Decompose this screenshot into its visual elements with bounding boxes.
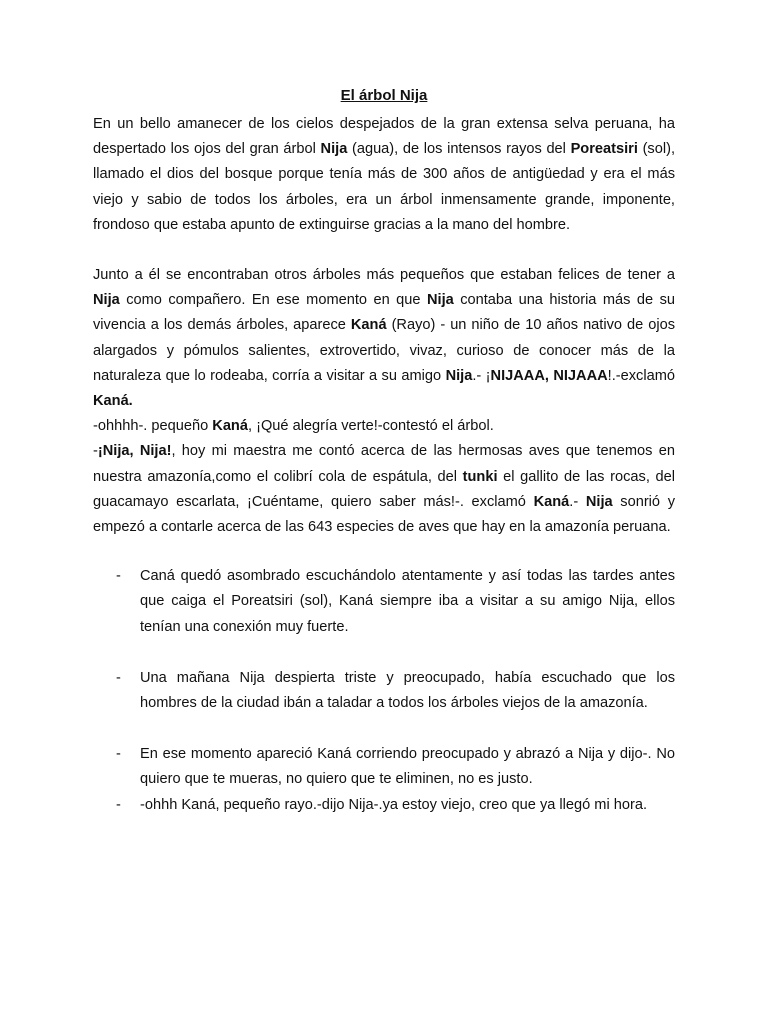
bold-text: Nija <box>585 493 613 510</box>
list-dash: - <box>116 796 121 813</box>
bold-text: Kaná <box>350 317 387 334</box>
bold-text: Poreatsiri <box>570 141 638 158</box>
text-run: .- ¡ <box>472 367 491 384</box>
text-run: !.-exclamó <box>607 367 675 384</box>
bold-text: Kaná. <box>93 393 133 410</box>
bold-text: tunki <box>462 468 498 485</box>
bold-text: ¡Nija, Nija! <box>97 443 172 460</box>
text-run: , ¡Qué alegría verte!-contestó el árbol. <box>247 418 494 435</box>
list-item-text: Una mañana Nija despierta triste y preocupado, había escuchado que los hombres de la ciudad ibán a taladar a todos los árboles viejos de la amazonía. <box>140 669 675 712</box>
list-dash: - <box>116 568 121 585</box>
text-run: En un bello amanecer de los cielos despejados de la gran extensa selva peruana, ha despertado los ojos del gran árbol <box>93 116 675 158</box>
paragraph-4 <box>93 439 675 540</box>
text-run: .- <box>569 493 586 510</box>
text-run: -ohhhh-. pequeño <box>93 418 213 435</box>
bold-text: Nija <box>445 367 473 384</box>
dialogue-list <box>93 564 675 818</box>
text-run: , hoy mi maestra me contó acerca de las hermosas aves que tenemos en nuestra amazonía,como el colibrí cola de espátula, del <box>93 443 675 485</box>
text-run: (agua), de los intensos rayos del <box>347 141 571 158</box>
text-run: Junto a él se encontraban otros árboles más pequeños que estaban felices de tener a <box>93 267 675 284</box>
paragraph-3 <box>93 414 675 439</box>
text-run: contaba una historia más de su vivencia a los demás árboles, aparece <box>93 292 676 334</box>
list-item-text: En ese momento apareció Kaná corriendo preocupado y abrazó a Nija y dijo-. No quiero que te mueras, no quiero que te eliminen, no es justo. <box>140 746 675 788</box>
document-page <box>93 86 675 818</box>
text-run: como compañero. En ese momento en que <box>119 292 427 309</box>
list-item-text: -ohhh Kaná, pequeño rayo.-dijo Nija-.ya estoy viejo, creo que ya llegó mi hora. <box>140 796 648 813</box>
bold-text: Nija <box>426 292 454 309</box>
bold-text: Nija <box>93 292 120 309</box>
bold-text: Nija <box>320 141 348 158</box>
list-item <box>93 564 675 640</box>
text-run: (Rayo) - un niño de 10 años nativo de ojos alargados y pómulos salientes, extrovertido, vivaz, curioso de conocer más de la naturaleza que lo rodeaba, corría a visitar a su amigo <box>93 317 675 384</box>
text-run: el gallito de las rocas, del guacamayo escarlata, ¡Cuéntame, quiero saber más!-. exclamó <box>93 468 675 510</box>
paragraph-1 <box>93 112 675 238</box>
list-item <box>93 793 675 818</box>
list-dash: - <box>116 669 121 686</box>
bold-text: NIJAAA, NIJAAA <box>490 367 608 384</box>
list-item <box>93 742 675 792</box>
list-item <box>93 666 675 716</box>
text-run: - <box>93 443 98 460</box>
paragraph-2 <box>93 263 675 414</box>
list-dash: - <box>116 746 121 763</box>
bold-text: Kaná <box>533 493 570 510</box>
text-run: (sol), llamado el dios del bosque porque tenía más de 300 años de antigüedad y era el más viejo y sabio de todos los árboles, era un árbol inmensamente grande, imponente, frondoso que estaba apunto de extinguirse gracias a la mano del hombre. <box>93 141 675 233</box>
document-title: El árbol Nija <box>340 87 428 104</box>
bold-text: Kaná <box>212 418 248 435</box>
list-item-text: Caná quedó asombrado escuchándolo atentamente y así todas las tardes antes que caiga el Poreatsiri (sol), Kaná siempre iba a visitar a su amigo Nija, ellos tenían una conexión muy fuerte. <box>140 568 675 635</box>
text-run: sonrió y empezó a contarle acerca de las 643 especies de aves que hay en la amazonía peruana. <box>93 493 675 536</box>
